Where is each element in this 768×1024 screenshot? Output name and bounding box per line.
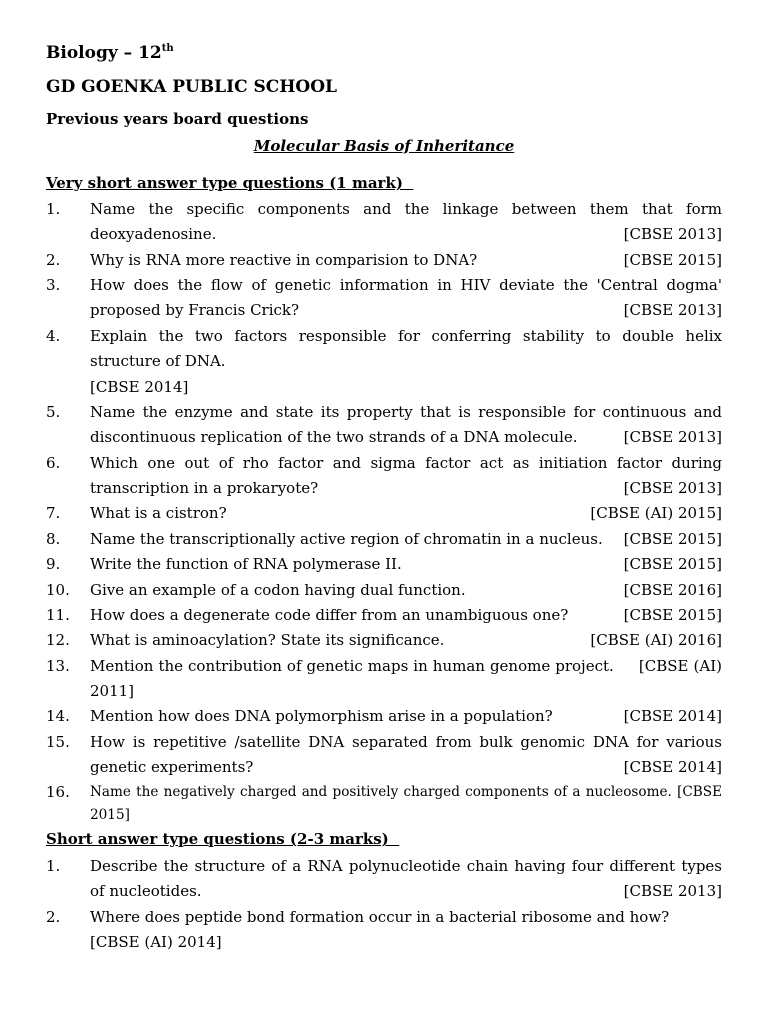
question-item: 15. How is repetitive /satellite DNA separated from bulk genomic DNA for various genetic experiments? [CBSE 2014] [46,730,722,781]
question-reference: [CBSE 2014] [623,758,722,777]
question-item: 14. Mention how does DNA polymorphism arise in a population? [CBSE 2014] [46,704,722,729]
chapter-title: Molecular Basis of Inheritance [253,137,515,155]
question-reference: [CBSE 2013] [623,301,722,320]
question-reference: [CBSE 2013] [623,225,722,244]
subject-heading: Biology – 12th [46,43,174,63]
question-reference: [CBSE 2015] [623,251,722,269]
question-item: 12. What is aminoacylation? State its significance. [CBSE (AI) 2016] [46,628,722,653]
question-item: 3. How does the flow of genetic information in HIV deviate the 'Central dogma' proposed by Francis Crick? [CBSE 2013] [46,273,722,324]
question-item: 1. Name the specific components and the linkage between them that form deoxyadenosine. [CBSE 2013] [46,197,722,248]
question-item: 11. How does a degenerate code differ from an unambiguous one? [CBSE 2015] [46,603,722,628]
question-item: 1. Describe the structure of a RNA polynucleotide chain having four different types of nucleotides. [CBSE 2013] [46,854,722,905]
question-item: 10. Give an example of a codon having dual function. [CBSE 2016] [46,578,722,603]
subject-superscript: th [161,43,174,54]
question-reference: [CBSE (AI) 2015] [590,504,722,522]
question-reference: [CBSE 2015] [623,606,722,624]
question-item: 13. Mention the contribution of genetic maps in human genome project. [CBSE (AI) 2011] [46,657,722,701]
school-name: GD GOENKA PUBLIC SCHOOL [46,77,337,97]
question-item: 4. Explain the two factors responsible for conferring stability to double helix structure of DNA. [CBSE 2014] [46,324,722,400]
question-reference: [CBSE 2013] [623,882,722,901]
question-reference: [CBSE 2015] [623,555,722,573]
question-reference: [CBSE 2016] [623,581,722,599]
question-item: 2. Why is RNA more reactive in comparision to DNA? [CBSE 2015] [46,248,722,273]
document-subtitle: Previous years board questions [46,110,309,128]
question-reference: [CBSE 2013] [623,428,722,447]
question-reference: [CBSE 2014] [90,377,189,396]
question-reference: [CBSE (AI) 2014] [90,933,222,952]
question-item: 6. Which one out of rho factor and sigma factor act as initiation factor during transcription in a prokaryote? [CBSE 2013] [46,451,722,502]
question-item: 16. Name the negatively charged and positively charged components of a nucleosome. [CBSE 2015] [46,783,722,823]
question-reference: [CBSE 2013] [623,479,722,498]
section-title-short: Short answer type questions (2-3 marks) [46,830,400,848]
question-item: 5. Name the enzyme and state its property that is responsible for continuous and discontinuous replication of the two strands of a DNA molecule. [CBSE 2013] [46,400,722,451]
question-item: 7. What is a cistron? [CBSE (AI) 2015] [46,501,722,526]
section-title-very-short: Very short answer type questions (1 mark) [46,174,414,192]
question-reference: [CBSE 2015] [90,784,722,823]
question-item: 2. Where does peptide bond formation occur in a bacterial ribosome and how? [CBSE (AI) 2014] [46,905,722,956]
question-reference: [CBSE (AI) 2016] [590,631,722,649]
question-item: 9. Write the function of RNA polymerase II. [CBSE 2015] [46,552,722,577]
question-item: 8. Name the transcriptionally active region of chromatin in a nucleus. [CBSE 2015] [46,527,722,552]
question-reference: [CBSE 2014] [623,707,722,725]
question-reference: [CBSE (AI) 2011] [90,657,722,701]
question-reference: [CBSE 2015] [623,530,722,548]
